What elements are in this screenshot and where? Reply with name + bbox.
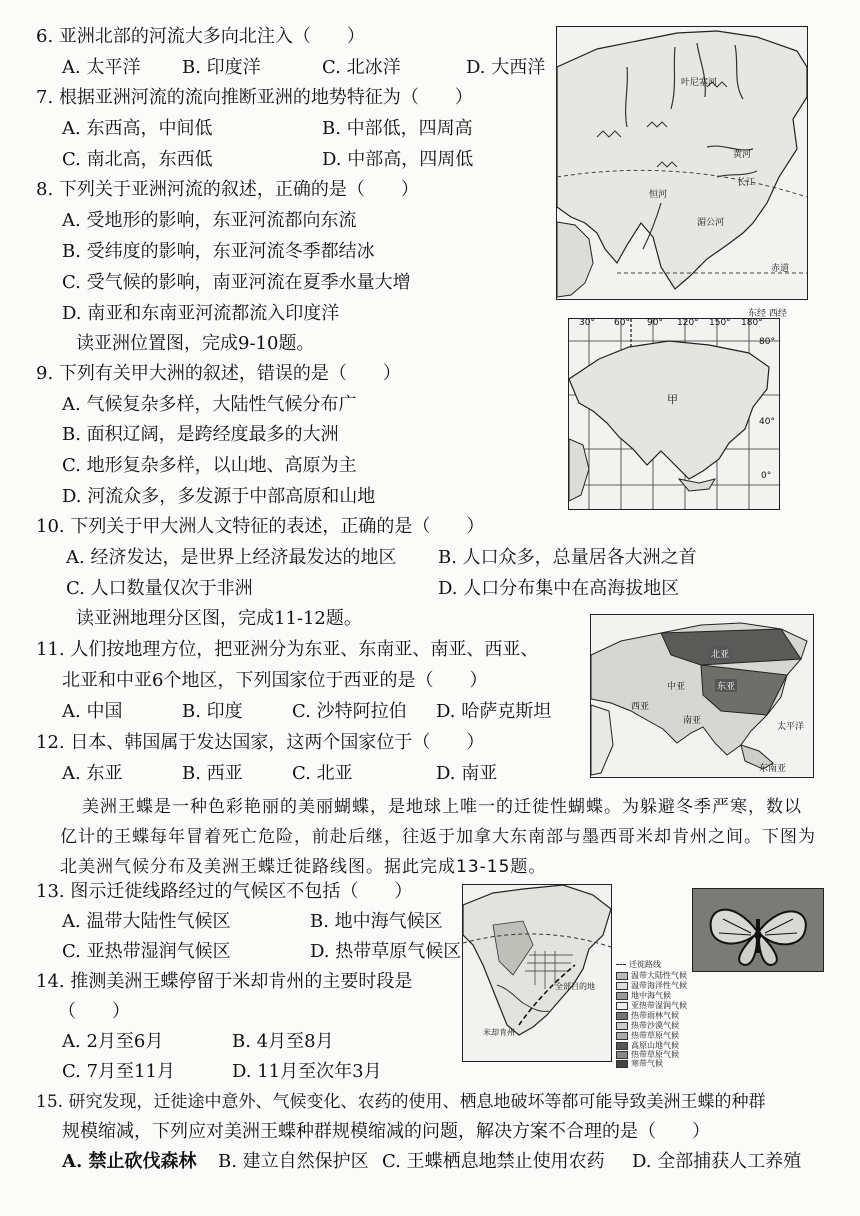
q7-option-d: D. 中部高，四周低 — [322, 149, 474, 170]
q6-option-a: A. 太平洋 — [62, 57, 141, 78]
region-label-east-asia: 东亚 — [715, 679, 737, 692]
legend-item: 热带草原气候 — [616, 1049, 679, 1060]
lat-label-80: 80° — [759, 337, 775, 347]
q9-option-d: D. 河流众多，多发源于中部高原和山地 — [62, 486, 376, 507]
map-label-yellow-river: 黄河 — [733, 150, 752, 160]
legend-item: 地中海气候 — [616, 990, 671, 1001]
asia-rivers-map-drawing — [557, 27, 807, 299]
q15-option-c: C. 王蝶栖息地禁止使用农药 — [382, 1151, 605, 1172]
q8-stem: 8. 下列关于亚洲河流的叙述，正确的是（ ） — [36, 179, 419, 200]
q11-stem-line2: 北亚和中亚6个地区，下列国家位于西亚的是（ ） — [62, 670, 488, 691]
q13-option-a: A. 温带大陆性气候区 — [62, 911, 231, 932]
q6-stem: 6. 亚洲北部的河流大多向北注入（ ） — [36, 26, 365, 47]
q7-option-a: A. 东西高，中间低 — [62, 118, 213, 139]
lon-corner-label: 东经 西经 — [748, 309, 787, 319]
q15-option-b: B. 建立自然保护区 — [218, 1151, 369, 1172]
q11-option-b: B. 印度 — [182, 701, 243, 722]
map-label-yenisei: 叶尼塞河 — [681, 78, 718, 88]
q8-option-a: A. 受地形的影响，东亚河流都向东流 — [62, 210, 357, 231]
q12-option-c: C. 北亚 — [292, 763, 353, 784]
lon-label-150: 150° — [709, 318, 731, 328]
q13-option-c: C. 亚热带湿润气候区 — [62, 941, 231, 962]
q7-stem: 7. 根据亚洲河流的流向推断亚洲的地势特征为（ ） — [36, 87, 473, 108]
region-label-north-asia: 北亚 — [709, 647, 731, 660]
lat-label-0: 0° — [761, 471, 772, 481]
legend-item: 温带海洋性气候 — [616, 980, 687, 991]
map-label-yangtze: 长江 — [737, 178, 756, 188]
q13-option-d: D. 热带草原气候区 — [310, 941, 462, 962]
q14-stem: 14. 推测美洲王蝶停留于米却肯州的主要时段是 — [36, 971, 413, 992]
label-destination: 全部目的地 — [555, 982, 595, 991]
lon-label-120: 120° — [677, 318, 699, 328]
q9-option-b: B. 面积辽阔，是跨经度最多的大洲 — [62, 424, 339, 445]
continent-label-jia: 甲 — [667, 393, 678, 406]
q9-stem: 9. 下列有关甲大洲的叙述，错误的是（ ） — [36, 363, 401, 384]
north-america-climate-map — [462, 884, 612, 1062]
q14-option-d: D. 11月至次年3月 — [232, 1061, 382, 1082]
intro-9-10: 读亚洲位置图，完成9-10题。 — [76, 333, 315, 354]
map-label-ganges: 恒河 — [649, 190, 668, 200]
q6-option-d: D. 大西洋 — [466, 57, 546, 78]
asia-position-map-drawing — [569, 319, 779, 509]
q11-stem-line1: 11. 人们按地理方位，把亚洲分为东亚、东南亚、南亚、西亚、 — [36, 639, 539, 660]
q15-option-a: A. 禁止砍伐森林 — [62, 1151, 197, 1172]
q10-option-b: B. 人口众多，总量居各大洲之首 — [438, 547, 697, 568]
q15-option-d: D. 全部捕获人工养殖 — [632, 1151, 802, 1172]
q12-option-a: A. 东亚 — [62, 763, 123, 784]
lon-label-180: 180° — [741, 318, 763, 328]
region-label-west-asia: 西亚 — [631, 702, 650, 712]
q12-stem: 12. 日本、韩国属于发达国家，这两个国家位于（ ） — [36, 732, 485, 753]
q8-option-d: D. 南亚和东南亚河流都流入印度洋 — [62, 303, 340, 324]
region-label-central-asia: 中亚 — [667, 682, 686, 692]
lat-label-40: 40° — [759, 417, 775, 427]
asia-position-map — [568, 318, 780, 510]
q11-option-a: A. 中国 — [62, 701, 123, 722]
q7-option-c: C. 南北高，东西低 — [62, 149, 213, 170]
passage-line: 北美洲气候分布及美洲王蝶迁徙路线图。据此完成13-15题。 — [60, 857, 547, 877]
asia-regions-map-drawing — [591, 615, 813, 777]
legend-item: 寒带气候 — [616, 1058, 663, 1069]
intro-11-12: 读亚洲地理分区图，完成11-12题。 — [76, 608, 362, 629]
map-label-equator: 赤道 — [771, 264, 790, 274]
q15-stem-line2: 规模缩减，下列应对美洲王蝶种群规模缩减的问题，解决方案不合理的是（ ） — [62, 1121, 710, 1142]
monarch-butterfly-photo — [692, 888, 824, 972]
q8-option-c: C. 受气候的影响，南亚河流在夏季水量大增 — [62, 272, 411, 293]
q8-option-b: B. 受纬度的影响，东亚河流冬季都结冰 — [62, 241, 375, 262]
passage-monarch — [60, 792, 830, 882]
lon-label-30: 30° — [579, 318, 595, 328]
legend-item: 热带草原气候 — [616, 1030, 679, 1041]
passage-line: 亿计的王蝶每年冒着死亡危险，前赴后继，往返于加拿大东南部与墨西哥米却肯州之间。下图为 — [60, 827, 816, 847]
asia-regions-map — [590, 614, 814, 778]
passage-line: 美洲王蝶是一种色彩艳丽的美丽蝴蝶，是地球上唯一的迁徙性蝴蝶。为躲避冬季严寒，数以 — [82, 797, 802, 817]
q13-option-b: B. 地中海气候区 — [310, 911, 443, 932]
lon-label-90: 90° — [647, 318, 663, 328]
q14-answer-blank: （ ） — [58, 1001, 130, 1022]
legend-item: 亚热带湿润气候 — [616, 1000, 687, 1011]
q15-stem-line1: 15. 研究发现，迁徙途中意外、气候变化、农药的使用、栖息地破坏等都可能导致美洲王蝶的种群 — [36, 1092, 766, 1112]
q10-option-c: C. 人口数量仅次于非洲 — [66, 578, 253, 599]
legend-item: 高原山地气候 — [616, 1040, 679, 1051]
legend-item: 温带大陆性气候 — [616, 970, 687, 981]
region-label-south-asia: 南亚 — [683, 716, 702, 726]
region-label-pacific: 太平洋 — [777, 722, 805, 732]
q12-option-d: D. 南亚 — [436, 763, 498, 784]
q14-option-a: A. 2月至6月 — [62, 1031, 164, 1052]
legend-migration-route: 迁徙路线 — [616, 959, 661, 970]
q9-option-c: C. 地形复杂多样，以山地、高原为主 — [62, 455, 357, 476]
q10-option-a: A. 经济发达，是世界上经济最发达的地区 — [66, 547, 397, 568]
q11-option-d: D. 哈萨克斯坦 — [436, 701, 552, 722]
q14-option-b: B. 4月至8月 — [232, 1031, 334, 1052]
butterfly-image — [693, 889, 823, 971]
q6-option-c: C. 北冰洋 — [322, 57, 401, 78]
lon-label-60: 60° — [614, 318, 630, 328]
label-michoacan: 米却肯州 — [483, 1028, 515, 1037]
q10-stem: 10. 下列关于甲大洲人文特征的表述，正确的是（ ） — [36, 516, 485, 537]
q6-option-b: B. 印度洋 — [182, 57, 261, 78]
q11-option-c: C. 沙特阿拉伯 — [292, 701, 407, 722]
q14-option-c: C. 7月至11月 — [62, 1061, 175, 1082]
legend-item: 热带沙漠气候 — [616, 1020, 679, 1031]
q13-stem: 13. 图示迁徙线路经过的气候区不包括（ ） — [36, 881, 413, 902]
q10-option-d: D. 人口分布集中在高海拔地区 — [438, 578, 680, 599]
q9-option-a: A. 气候复杂多样，大陆性气候分布广 — [62, 394, 357, 415]
q7-option-b: B. 中部低，四周高 — [322, 118, 473, 139]
asia-rivers-map — [556, 26, 808, 300]
map-label-mekong: 湄公河 — [697, 218, 725, 228]
region-label-southeast-asia: 东南亚 — [759, 764, 787, 774]
q12-option-b: B. 西亚 — [182, 763, 243, 784]
legend-item: 热带雨林气候 — [616, 1010, 679, 1021]
